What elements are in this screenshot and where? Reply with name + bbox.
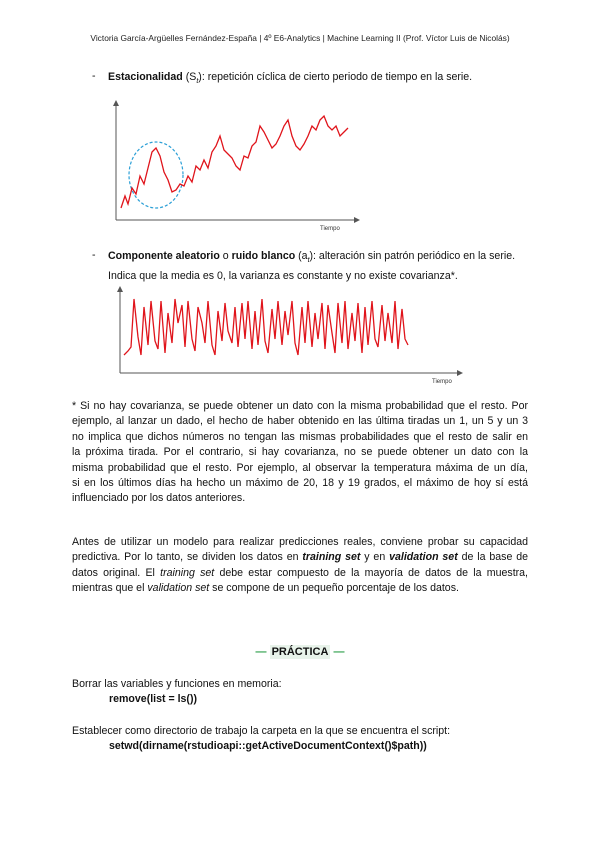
seasonality-chart xyxy=(90,96,380,236)
estacionalidad-term: Estacionalidad xyxy=(108,71,183,83)
estacionalidad-text: : repetición cíclica de cierto periodo de tiempo en la serie. xyxy=(201,71,473,83)
training-set-term: training set xyxy=(302,551,361,564)
validation-set-term: validation set xyxy=(389,551,458,564)
estacionalidad-symbol: $(S_t)$ xyxy=(185,71,202,86)
remove-code: remove(list = ls()) xyxy=(109,693,198,705)
practica-heading: — PRÁCTICA — xyxy=(255,646,345,658)
bullet-dash: - xyxy=(92,249,96,261)
aleatorio-term: Componente aleatorio xyxy=(108,250,220,262)
noise-series-line xyxy=(124,299,408,355)
setwd-instruction: Establecer como directorio de trabajo la carpeta en la que se encuentra el script: xyxy=(72,725,451,737)
aleatorio-line2: Indica que la media es 0, la varianza es constante y no existe covarianza*. xyxy=(108,269,458,282)
x-axis-label: Tiempo xyxy=(320,226,340,232)
y-axis-arrow xyxy=(113,100,119,106)
white-noise-chart xyxy=(110,283,470,388)
ruido-blanco-term: ruido blanco xyxy=(231,250,296,262)
training-validation-paragraph: Antes de utilizar un modelo para realizar predicciones reales, conviene probar su capacidad predictiva. Por lo tanto, se dividen los datos en training set y en validation set de la base de datos original. El training set debe estar compuesto de la mayoría de datos de la muestra, mientras que el validation set se compone de un pequeño porcentaje de los datos. xyxy=(72,536,529,595)
estacionalidad-definition xyxy=(108,70,472,90)
setwd-code: setwd(dirname(rstudioapi::getActiveDocumentContext()$path)) xyxy=(109,740,427,752)
borrar-instruction: Borrar las variables y funciones en memoria: xyxy=(72,678,282,690)
x-axis-arrow xyxy=(354,217,360,223)
covarianza-note: * Si no hay covarianza, se puede obtener un dato con la misma probabilidad que el resto. Por ejemplo, al lanzar un dado, el hecho de haber obtenido en las última tiradas un 1, un 5 y un 3 no implica que dichos números no tengan las mismas probabilidades que el resto de salir en la próxima tirada. Por el contrario, si hay covarianza, no se puede obtener un dato con la misma probabilidad que el resto. Por ejemplo, al observar la temperatura máxima de un día, si en los últimos días ha hecho un máximo de 20, 18 y 19 grados, el máximo de hoy sí está influenciado por los datos anteriores. xyxy=(72,400,528,505)
page-header: Victoria García-Argüelles Fernández-España | 4º E6-Analytics | Machine Learning II (Prof. Víctor Luis de Nicolás) xyxy=(90,33,510,43)
seasonal-series-line xyxy=(121,116,348,208)
y-axis-arrow xyxy=(117,286,123,292)
x-axis-label: Tiempo xyxy=(432,379,452,385)
aleatorio-definition: Componente aleatorio o ruido blanco $(a_t)$: alteración sin patrón periódico en la serie. Indica que la media es 0, la varianza es constante y no existe covarianza*. xyxy=(108,249,528,284)
bullet-dash: - xyxy=(92,70,96,82)
highlight-circle xyxy=(129,142,183,208)
x-axis-arrow xyxy=(457,370,463,376)
